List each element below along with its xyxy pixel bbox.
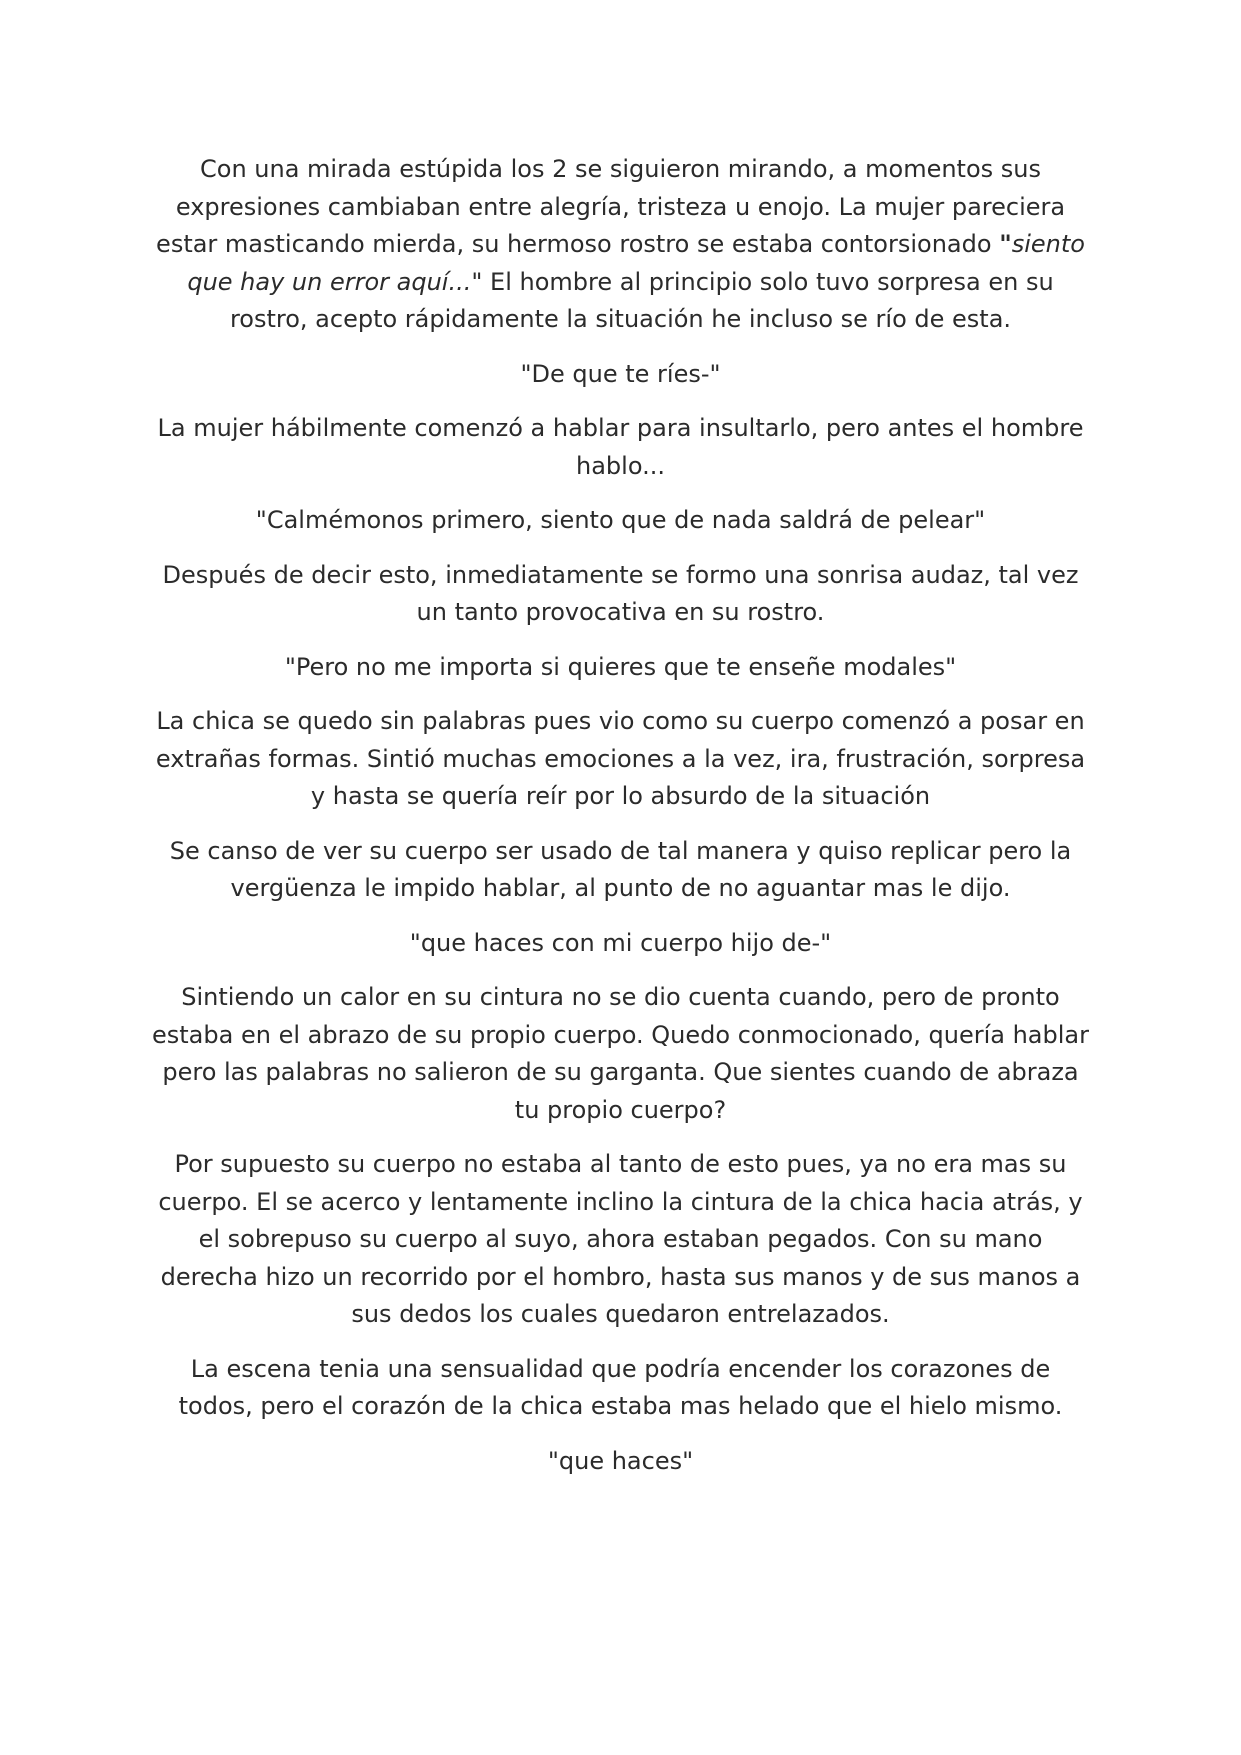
paragraph-12: La escena tenia una sensualidad que podría encender los corazones de todos, pero el corazón de la chica estaba mas helado que el hielo mismo. — [178, 1354, 1063, 1420]
paragraph-1-text-continued: El hombre al principio solo tuvo sorpresa en su rostro, acepto rápidamente la situación he incluso se río de esta. — [229, 267, 1054, 333]
paragraph-9: "que haces con mi cuerpo hijo de-" — [409, 928, 832, 957]
paragraph-7: La chica se quedo sin palabras pues vio como su cuerpo comenzó a posar en extrañas formas. Sintió muchas emociones a la vez, ira, frustración, sorpresa y hasta se quería reír por lo absurdo de la situación — [155, 707, 1086, 810]
paragraph-2: "De que te ríes-" — [520, 359, 721, 388]
paragraph-1 — [150, 151, 1091, 339]
paragraph-8: Se canso de ver su cuerpo ser usado de tal manera y quiso replicar pero la vergüenza le impido hablar, al punto de no aguantar mas le dijo. — [169, 836, 1072, 902]
paragraph-5: Después de decir esto, inmediatamente se formo una sonrisa audaz, tal vez un tanto provocativa en su rostro. — [162, 560, 1079, 626]
paragraph-3: La mujer hábilmente comenzó a hablar para insultarlo, pero antes el hombre hablo... — [157, 414, 1084, 480]
paragraph-11: Por supuesto su cuerpo no estaba al tanto de esto pues, ya no era mas su cuerpo. El se acerco y lentamente inclino la cintura de la chica hacia atrás, y el sobrepuso su cuerpo al suyo, ahora estaban pegados. Con su mano derecha hizo un recorrido por el hombro, hasta sus manos y de sus manos a sus dedos los cuales quedaron entrelazados. — [158, 1150, 1083, 1328]
italic-thought: siento que hay un error aquí..." — [187, 230, 1085, 296]
paragraph-13: "que haces" — [547, 1446, 694, 1475]
paragraph-10: Sintiendo un calor en su cintura no se dio cuenta cuando, pero de pronto estaba en el abrazo de su propio cuerpo. Quedo conmocionado, quería hablar pero las palabras no salieron de su garganta. Que sientes cuando de abraza tu propio cuerpo? — [152, 983, 1089, 1124]
paragraph-1-text: Con una mirada estúpida los 2 se siguieron mirando, a momentos sus expresiones cambiaban entre alegría, tristeza u enojo. La mujer pareciera estar masticando mierda, su hermoso rostro se estaba contorsionado — [156, 155, 1066, 258]
body-text — [150, 151, 1091, 1497]
paragraph-6: "Pero no me importa si quieres que te enseñe modales" — [284, 652, 957, 681]
paragraph-4: "Calmémonos primero, siento que de nada saldrá de pelear" — [255, 506, 986, 534]
quote-mark: " — [999, 230, 1012, 258]
